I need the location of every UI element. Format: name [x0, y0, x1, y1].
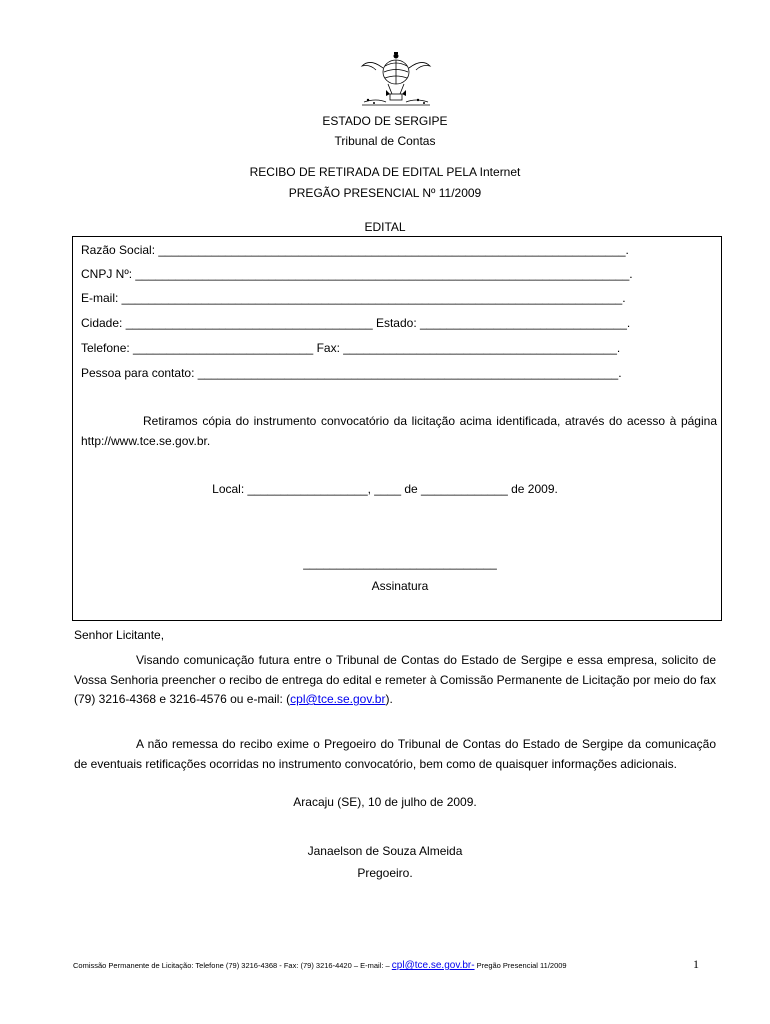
state-heading: ESTADO DE SERGIPE [322, 114, 448, 128]
cidade-estado-field[interactable]: Cidade: _____________________________________ Estado: _______________________________. [81, 316, 631, 330]
signature-line: _____________________________ [303, 556, 497, 570]
salutation: Senhor Licitante, [74, 628, 165, 642]
statement-paragraph: Retiramos cópia do instrumento convocatório da licitação acima identificada, através do acesso à página http://www.tce.se.gov.br. [81, 414, 717, 448]
signer-name: Janaelson de Souza Almeida [307, 844, 463, 858]
signature-label: Assinatura [371, 579, 429, 593]
document-subtitle: PREGÃO PRESENCIAL Nº 11/2009 [288, 186, 482, 200]
razao-social-field[interactable]: Razão Social: ______________________________________________________________________. [81, 243, 629, 257]
section-heading: EDITAL [364, 220, 406, 234]
letter-paragraph-2: A não remessa do recibo exime o Pregoeiro do Tribunal de Contas do Estado de Sergipe da comunicação de eventuais retificações ocorridas no instrumento convocatório, bem como de quaisquer informações adicionais. [74, 737, 716, 771]
footer-email-link[interactable]: cpl@tce.se.gov.br- [391, 960, 475, 971]
signer-role: Pregoeiro. [357, 866, 413, 880]
place-date: Aracaju (SE), 10 de julho de 2009. [293, 795, 477, 809]
contato-field[interactable]: Pessoa para contato: _______________________________________________________________. [81, 366, 622, 380]
email-field[interactable]: E-mail: ___________________________________________________________________________. [81, 291, 626, 305]
telefone-fax-field[interactable]: Telefone: ___________________________ Fax: _________________________________________. [81, 341, 621, 355]
court-heading: Tribunal de Contas [334, 134, 436, 148]
document-title: RECIBO DE RETIRADA DE EDITAL PELA Internet [249, 165, 521, 179]
footer: Comissão Permanente de Licitação: Telefone (79) 3216-4368 - Fax: (79) 3216-4420 – E-mail: – cpl@tce.se.gov.br- Pregão Presencial 11/2009 [73, 960, 567, 971]
letter-paragraph-1: Visando comunicação futura entre o Tribunal de Contas do Estado de Sergipe e essa empresa, solicito de Vossa Senhoria preencher o recibo de entrega do edital e remeter à Comissão Permanente de Licitação por meio do fax (79) 3216-4368 e 3216-4576 ou e-mail: (cpl@tce.se.gov.br). [74, 653, 716, 706]
coat-of-arms-icon [356, 50, 436, 108]
cnpj-field[interactable]: CNPJ Nº: __________________________________________________________________________. [81, 267, 633, 281]
page-number: 1 [693, 957, 699, 971]
local-date-field[interactable]: Local: __________________, ____ de _____________ de 2009. [212, 482, 558, 496]
email-link[interactable]: cpl@tce.se.gov.br [290, 692, 386, 706]
